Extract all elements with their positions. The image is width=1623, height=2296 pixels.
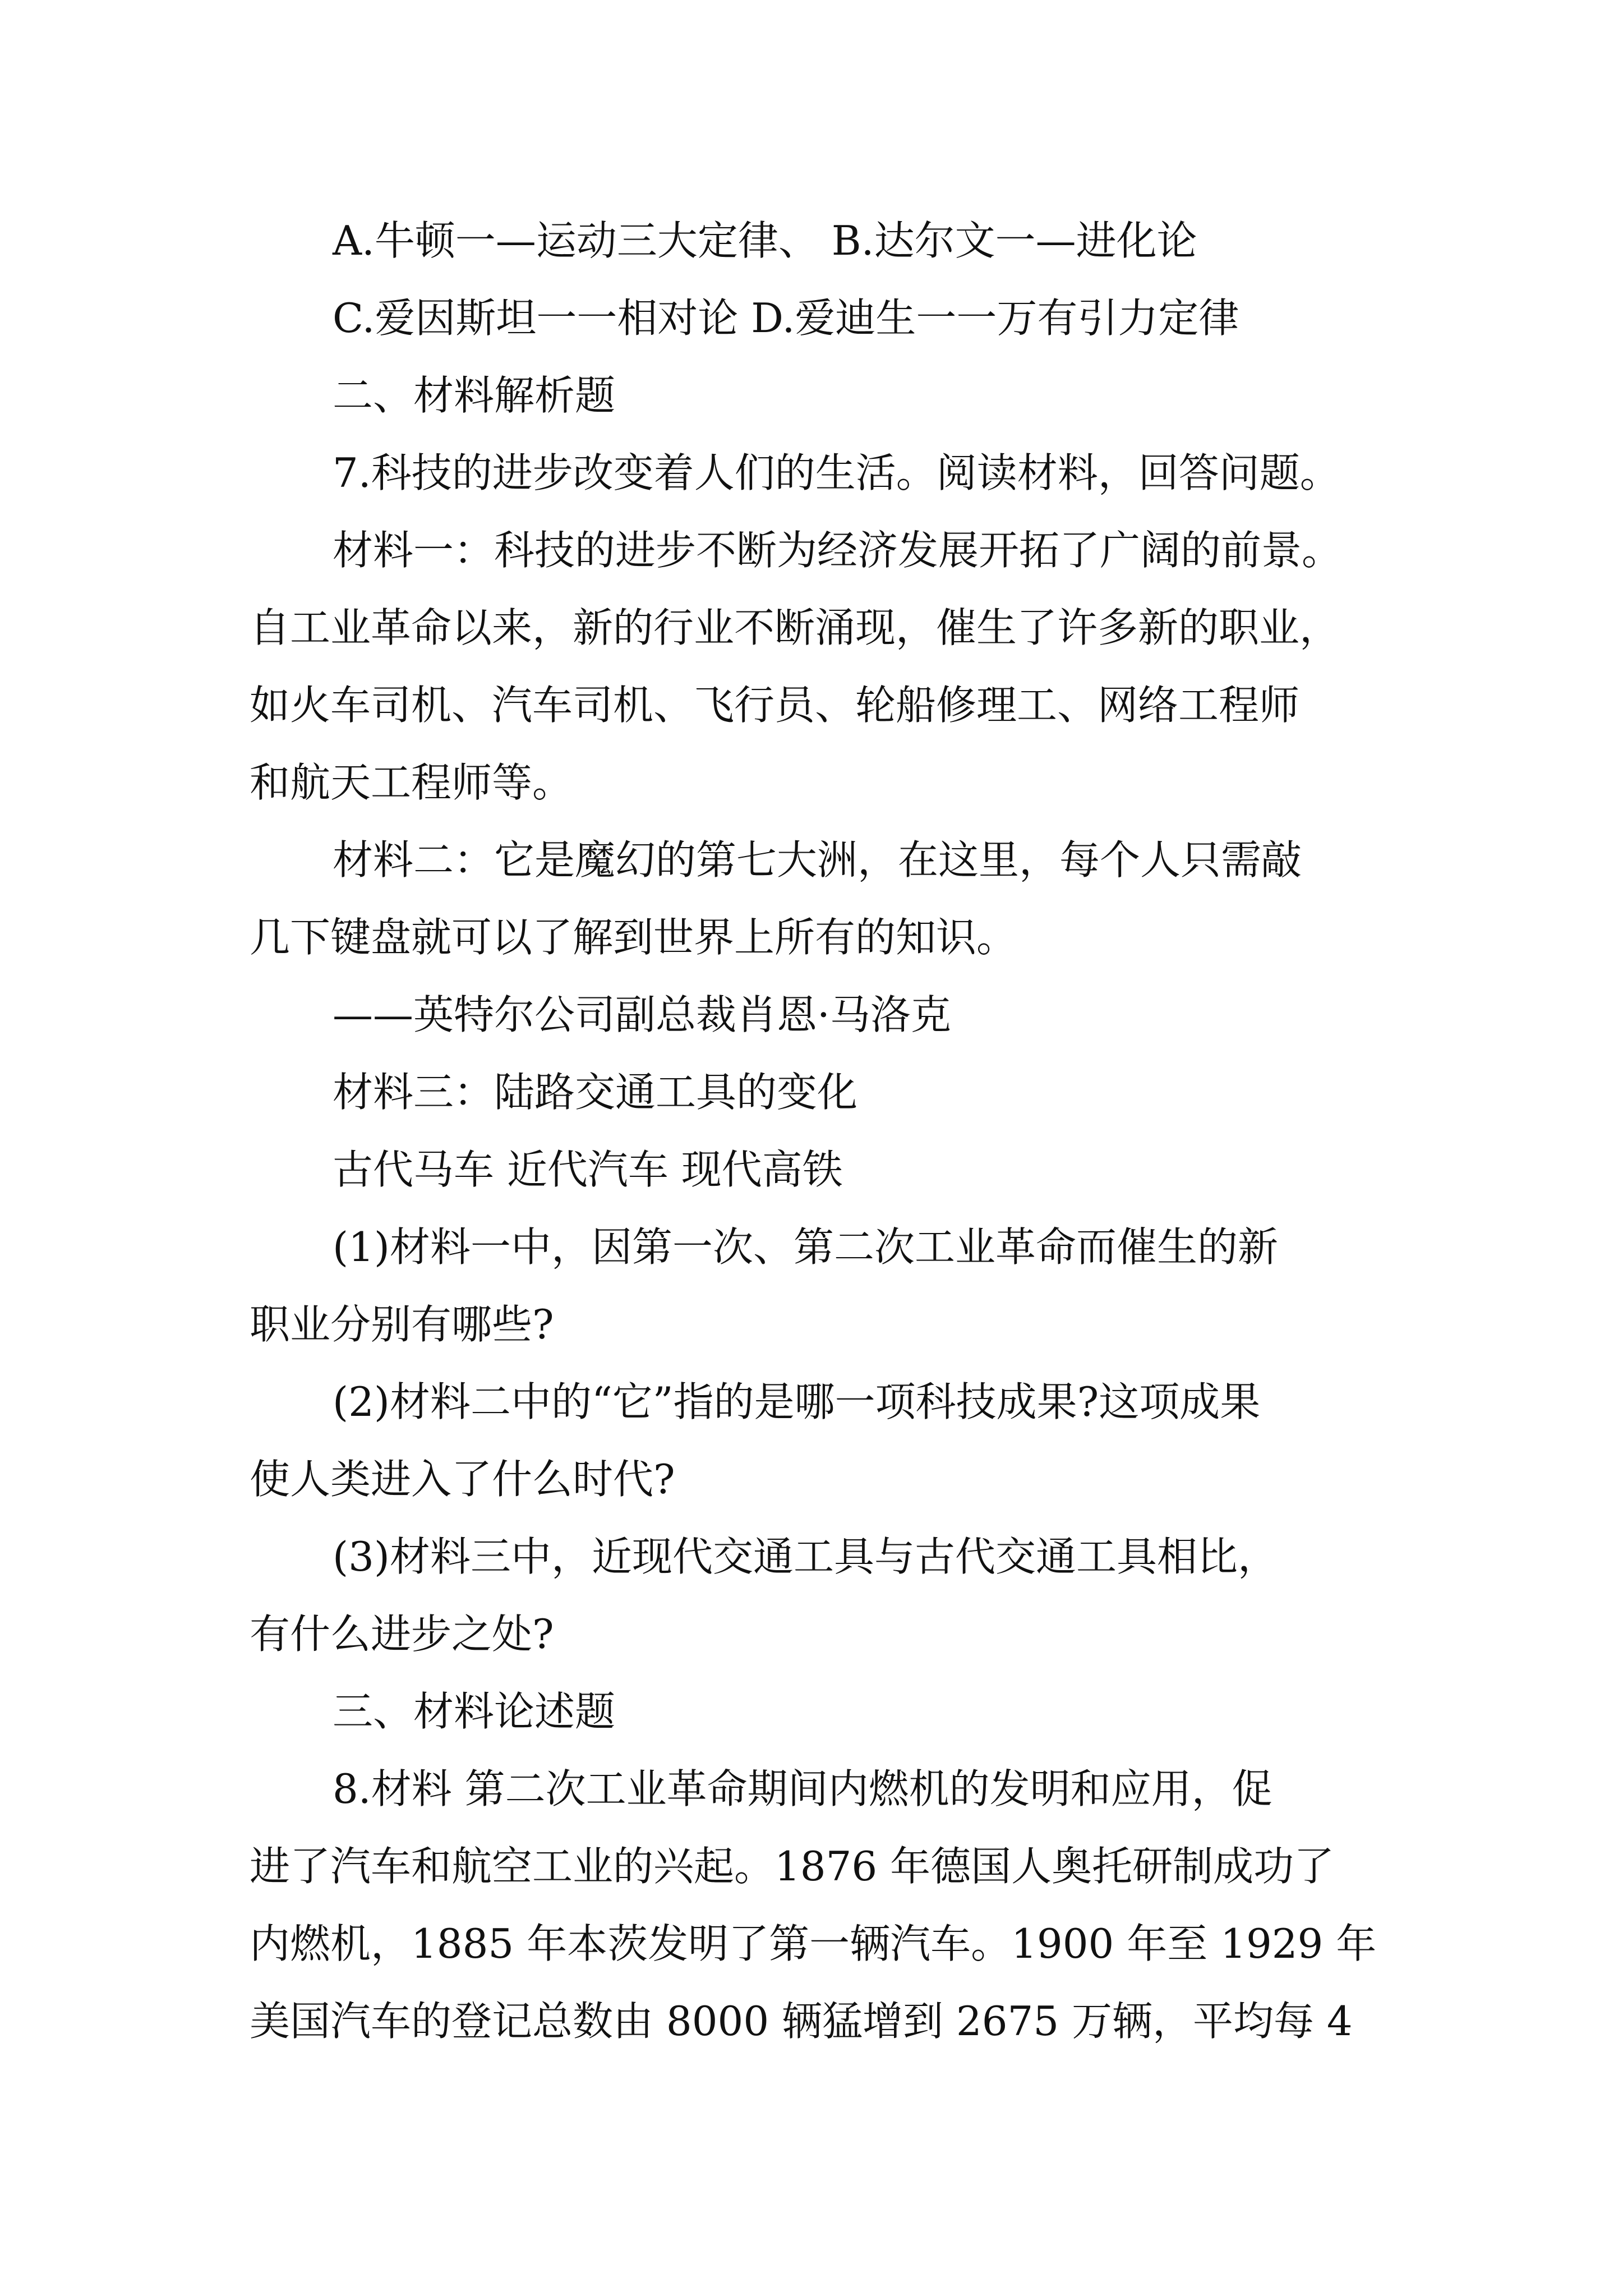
material-2-attribution: ——英特尔公司副总裁肖恩·马洛克 bbox=[333, 991, 951, 1038]
material-1-line-1: 材料一：科技的进步不断为经济发展开拓了广阔的前景。 bbox=[333, 527, 1343, 574]
material-1-line-3: 如火车司机、汽车司机、飞行员、轮船修理工、网络工程师 bbox=[250, 682, 1300, 729]
sub-question-1-line-2: 职业分别有哪些? bbox=[250, 1301, 554, 1348]
document-body bbox=[250, 202, 1388, 2060]
sub-question-2-line-1: (2)材料二中的“它”指的是哪一项科技成果?这项成果 bbox=[333, 1378, 1261, 1425]
material-3-items: 古代马车 近代汽车 现代高铁 bbox=[333, 1146, 843, 1193]
material-2-line-2: 几下键盘就可以了解到世界上所有的知识。 bbox=[250, 914, 1017, 961]
material-1-line-4: 和航天工程师等。 bbox=[250, 759, 573, 806]
sub-question-3-line-2: 有什么进步之处? bbox=[250, 1611, 554, 1658]
sub-question-3-line-1: (3)材料三中，近现代交通工具与古代交通工具相比， bbox=[333, 1533, 1278, 1580]
section-heading-2: 二、材料解析题 bbox=[333, 372, 616, 419]
material-2-line-1: 材料二：它是魔幻的第七大洲，在这里，每个人只需敲 bbox=[333, 836, 1302, 884]
sub-question-1-line-1: (1)材料一中，因第一次、第二次工业革命而催生的新 bbox=[333, 1223, 1278, 1271]
question-8-line-1: 8.材料 第二次工业革命期间内燃机的发明和应用，促 bbox=[333, 1765, 1272, 1812]
question-8-line-4: 美国汽车的登记总数由 8000 辆猛增到 2675 万辆，平均每 4 bbox=[250, 1998, 1353, 2045]
option-line-ab: A.牛顿一—运动三大定律、 B.达尔文一—进化论 bbox=[333, 217, 1197, 264]
material-3-title: 材料三：陆路交通工具的变化 bbox=[333, 1069, 858, 1116]
option-line-cd: C.爱因斯坦一一相对论 D.爱迪生一一万有引力定律 bbox=[333, 295, 1239, 342]
question-8-line-3: 内燃机，1885 年本茨发明了第一辆汽车。1900 年至 1929 年 bbox=[250, 1920, 1377, 1967]
sub-question-2-line-2: 使人类进入了什么时代? bbox=[250, 1456, 675, 1503]
section-heading-3: 三、材料论述题 bbox=[333, 1688, 616, 1735]
material-1-line-2: 自工业革命以来，新的行业不断涌现，催生了许多新的职业， bbox=[250, 604, 1340, 651]
question-7-stem: 7.科技的进步改变着人们的生活。阅读材料，回答问题。 bbox=[333, 449, 1340, 496]
question-8-line-2: 进了汽车和航空工业的兴起。1876 年德国人奥托研制成功了 bbox=[250, 1843, 1335, 1890]
